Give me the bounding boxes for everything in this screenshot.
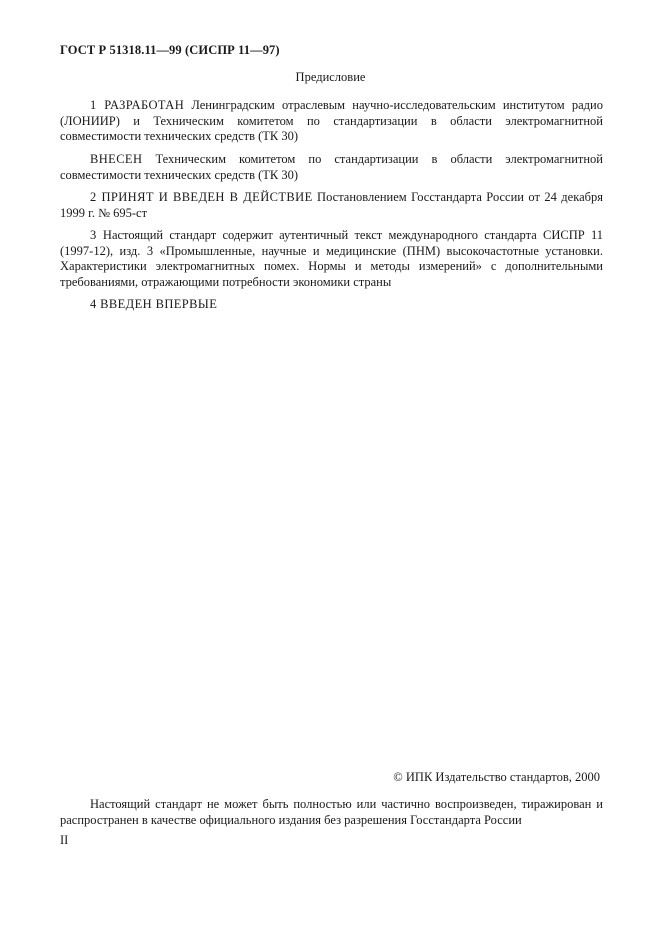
paragraph-adopted: [60, 190, 603, 221]
paragraph-text: Ленинградским отраслевым научно-исследовательским институтом радио (ЛОНИИР) и Техническим комитетом по стандартизации в области электромагнитной совместимости технических средств (ТК 30): [60, 98, 603, 143]
paragraph-first-introduced: [60, 297, 603, 313]
paragraph-text: Настоящий стандарт содержит аутентичный текст международного стандарта СИСПР 11 (1997-12), изд. 3 «Промышленные, научные и медицинские (ПНМ) высокочастотные установки. Характеристики электромагнитных помех. Нормы и методы измерений» с дополнительными требованиями, отражающими потребности экономики страны: [60, 228, 603, 289]
paragraph-lead: 1 РАЗРАБОТАН: [90, 98, 185, 112]
reproduction-notice: Настоящий стандарт не может быть полностью или частично воспроизведен, тиражирован и распространен в качестве официального издания без разрешения Госстандарта России: [60, 797, 603, 827]
paragraph-text: Постановлением Госстандарта России от 24 декабря 1999 г. № 695-ст: [60, 190, 604, 220]
paragraph-lead: 4 ВВЕДЕН ВПЕРВЫЕ: [90, 297, 218, 311]
page-title: Предисловие: [295, 70, 366, 84]
copyright-line: © ИПК Издательство стандартов, 2000: [393, 770, 600, 784]
paragraph-submitted: [60, 152, 603, 183]
paragraph-lead: ВНЕСЕН: [90, 152, 143, 166]
document-code: ГОСТ Р 51318.11—99 (СИСПР 11—97): [60, 43, 280, 57]
paragraph-developed: [60, 98, 603, 145]
paragraph-text: Техническим комитетом по стандартизации в области электромагнитной совместимости технических средств (ТК 30): [60, 152, 603, 182]
paragraph-lead: 2 ПРИНЯТ И ВВЕДЕН В ДЕЙСТВИЕ: [90, 190, 313, 204]
paragraph-content: [60, 228, 603, 290]
paragraph-lead: 3: [90, 228, 97, 242]
page-number: II: [60, 833, 69, 847]
